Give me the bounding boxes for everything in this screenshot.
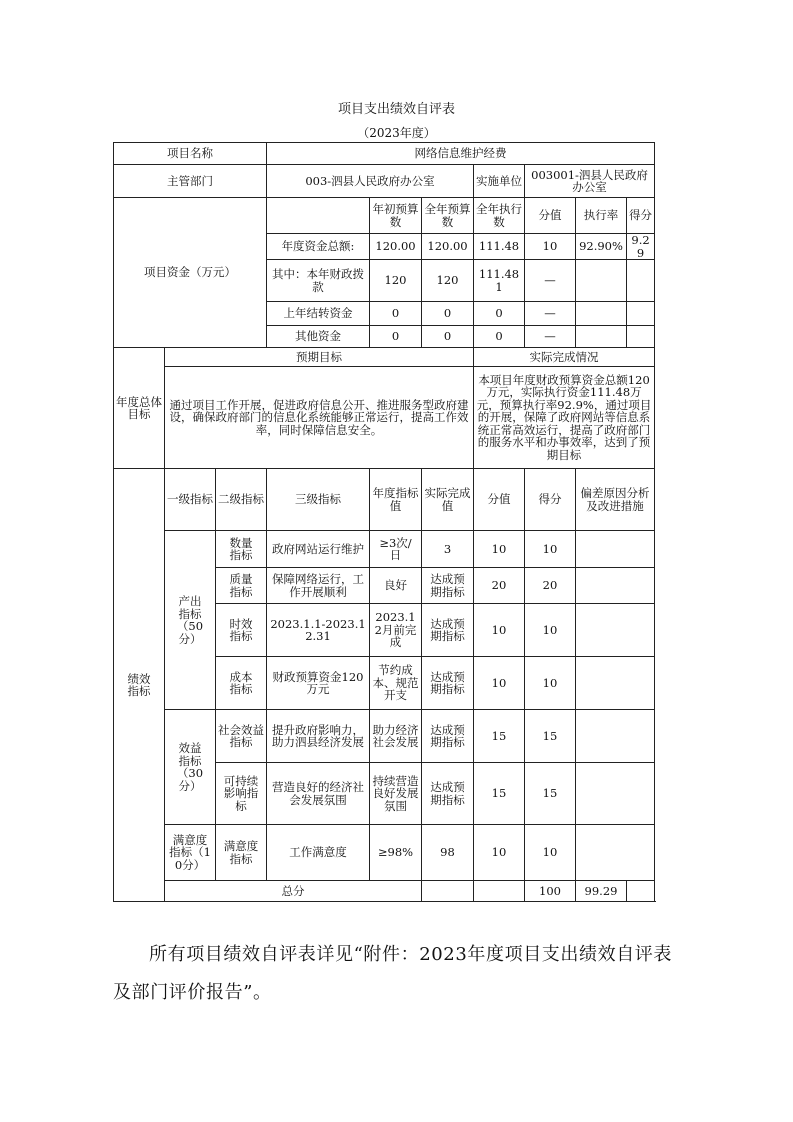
ind-target: ≥98% (370, 825, 422, 881)
funds-row-score-value: — (525, 260, 576, 302)
ind-level3: 政府网站运行维护 (267, 531, 370, 568)
table-year: （2023年度） (357, 126, 436, 140)
ind-level3: 工作满意度 (267, 825, 370, 881)
dept-label: 主管部门 (114, 165, 267, 198)
ind-note (576, 763, 655, 825)
total-label: 总分 (165, 881, 422, 902)
ind-header-level1: 一级指标 (165, 469, 216, 531)
funds-row-name: 其中：本年财政拨款 (267, 260, 370, 302)
ind-score: 10 (525, 657, 576, 710)
ind-actual: 达成预期指标 (422, 568, 474, 604)
funds-row-initial: 120 (370, 260, 422, 302)
funds-row-score-value: — (525, 326, 576, 348)
funds-label: 项目资金（万元） (114, 198, 267, 348)
ind-score: 15 (525, 710, 576, 763)
ind-level3: 2023.1.1-2023.12.31 (267, 604, 370, 657)
ind-score-value: 15 (474, 763, 525, 825)
funds-row-annual: 0 (422, 326, 474, 348)
ind-score: 10 (525, 531, 576, 568)
funds-header-score-value: 分值 (525, 198, 576, 234)
ind-target: 节约成本、规范开支 (370, 657, 422, 710)
ind-actual: 达成预期指标 (422, 763, 474, 825)
ind-level2: 可持续影响指标 (216, 763, 267, 825)
funds-row-score: 9.29 (627, 234, 655, 260)
funds-row-executed: 0 (474, 326, 525, 348)
summary-paragraph: 所有项目绩效自评表详见“附件：2023年度项目支出绩效自评表及部门评价报告”。 (113, 944, 673, 1003)
goals-actual-header: 实际完成情况 (474, 348, 655, 367)
ind-level1: 产出指标（50分） (165, 531, 216, 710)
funds-header-score: 得分 (627, 198, 655, 234)
funds-row-score (627, 326, 655, 348)
ind-header-note: 偏差原因分析及改进措施 (576, 469, 655, 531)
ind-level2: 成本指标 (216, 657, 267, 710)
ind-level2: 数量指标 (216, 531, 267, 568)
funds-row-score-value: — (525, 302, 576, 326)
ind-target: 持续营造良好发展氛围 (370, 763, 422, 825)
ind-score-value: 10 (474, 531, 525, 568)
ind-actual: 达成预期指标 (422, 657, 474, 710)
total-score: 99.29 (576, 881, 627, 902)
ind-level3: 财政预算资金120万元 (267, 657, 370, 710)
ind-level1: 满意度指标（10分） (165, 825, 216, 881)
funds-row-score-value: 10 (525, 234, 576, 260)
impl-label: 实施单位 (474, 165, 525, 198)
ind-score: 15 (525, 763, 576, 825)
indicators-label: 绩效指标 (114, 469, 165, 902)
funds-row-rate (576, 326, 627, 348)
funds-row-annual: 120.00 (422, 234, 474, 260)
impl-value: 003001-泗县人民政府办公室 (525, 165, 655, 198)
funds-row-name: 上年结转资金 (267, 302, 370, 326)
ind-note (576, 710, 655, 763)
ind-level3: 保障网络运行，工作开展顺利 (267, 568, 370, 604)
funds-header-annual: 全年预算数 (422, 198, 474, 234)
funds-row-executed: 0 (474, 302, 525, 326)
project-name-value: 网络信息维护经费 (267, 143, 655, 165)
ind-target: 助力经济社会发展 (370, 710, 422, 763)
ind-note (576, 825, 655, 881)
funds-row-annual: 0 (422, 302, 474, 326)
funds-row-score (627, 260, 655, 302)
ind-header-level3: 三级指标 (267, 469, 370, 531)
project-name-label: 项目名称 (114, 143, 267, 165)
funds-row-score (627, 302, 655, 326)
ind-note (576, 657, 655, 710)
goals-actual-text: 本项目年度财政预算资金总额120万元，实际执行资金111.48万元，预算执行率92.9%，通过项目的开展，保障了政府网站等信息系统正常高效运行，提高了政府部门的服务水平和办事效率，达到了预期目标 (474, 367, 655, 469)
ind-header-target: 年度指标值 (370, 469, 422, 531)
funds-header-rate: 执行率 (576, 198, 627, 234)
funds-row-executed: 111.48 (474, 234, 525, 260)
ind-actual: 达成预期指标 (422, 710, 474, 763)
dept-value: 003-泗县人民政府办公室 (267, 165, 474, 198)
ind-note (576, 604, 655, 657)
ind-target: 良好 (370, 568, 422, 604)
goals-label: 年度总体目标 (114, 348, 165, 469)
ind-score-value: 20 (474, 568, 525, 604)
ind-header-actual: 实际完成值 (422, 469, 474, 531)
ind-target: ≥3次/日 (370, 531, 422, 568)
ind-level2: 满意度指标 (216, 825, 267, 881)
ind-score-value: 10 (474, 657, 525, 710)
ind-score-value: 15 (474, 710, 525, 763)
funds-row-initial: 0 (370, 302, 422, 326)
goals-expected-text: 通过项目工作开展，促进政府信息公开、推进服务型政府建设，确保政府部门的信息化系统能够正常运行，提高工作效率，同时保障信息安全。 (165, 367, 474, 469)
funds-row-executed: 111.481 (474, 260, 525, 302)
ind-header-score-value: 分值 (474, 469, 525, 531)
funds-row-rate (576, 302, 627, 326)
table-title: 项目支出绩效自评表 (337, 102, 455, 117)
ind-actual: 98 (422, 825, 474, 881)
ind-level2: 质量指标 (216, 568, 267, 604)
ind-note (576, 568, 655, 604)
ind-level3: 提升政府影响力，助力泗县经济发展 (267, 710, 370, 763)
goals-expected-header: 预期目标 (165, 348, 474, 367)
funds-row-annual: 120 (422, 260, 474, 302)
ind-score-value: 10 (474, 604, 525, 657)
ind-score: 20 (525, 568, 576, 604)
ind-score: 10 (525, 604, 576, 657)
total-score-value: 100 (525, 881, 576, 902)
ind-level2: 社会效益指标 (216, 710, 267, 763)
ind-actual: 达成预期指标 (422, 604, 474, 657)
funds-row-initial: 120.00 (370, 234, 422, 260)
funds-row-rate (576, 260, 627, 302)
funds-row-name: 其他资金 (267, 326, 370, 348)
funds-row-name: 年度资金总额: (267, 234, 370, 260)
funds-header-executed: 全年执行数 (474, 198, 525, 234)
evaluation-table (113, 142, 655, 902)
ind-actual: 3 (422, 531, 474, 568)
funds-row-initial: 0 (370, 326, 422, 348)
ind-score-value: 10 (474, 825, 525, 881)
ind-note (576, 531, 655, 568)
ind-level3: 营造良好的经济社会发展氛围 (267, 763, 370, 825)
ind-level2: 时效指标 (216, 604, 267, 657)
ind-score: 10 (525, 825, 576, 881)
ind-level1: 效益指标（30分） (165, 710, 216, 825)
funds-row-rate: 92.90% (576, 234, 627, 260)
ind-target: 2023.12月前完成 (370, 604, 422, 657)
funds-header-initial: 年初预算数 (370, 198, 422, 234)
ind-header-level2: 二级指标 (216, 469, 267, 531)
ind-header-score: 得分 (525, 469, 576, 531)
